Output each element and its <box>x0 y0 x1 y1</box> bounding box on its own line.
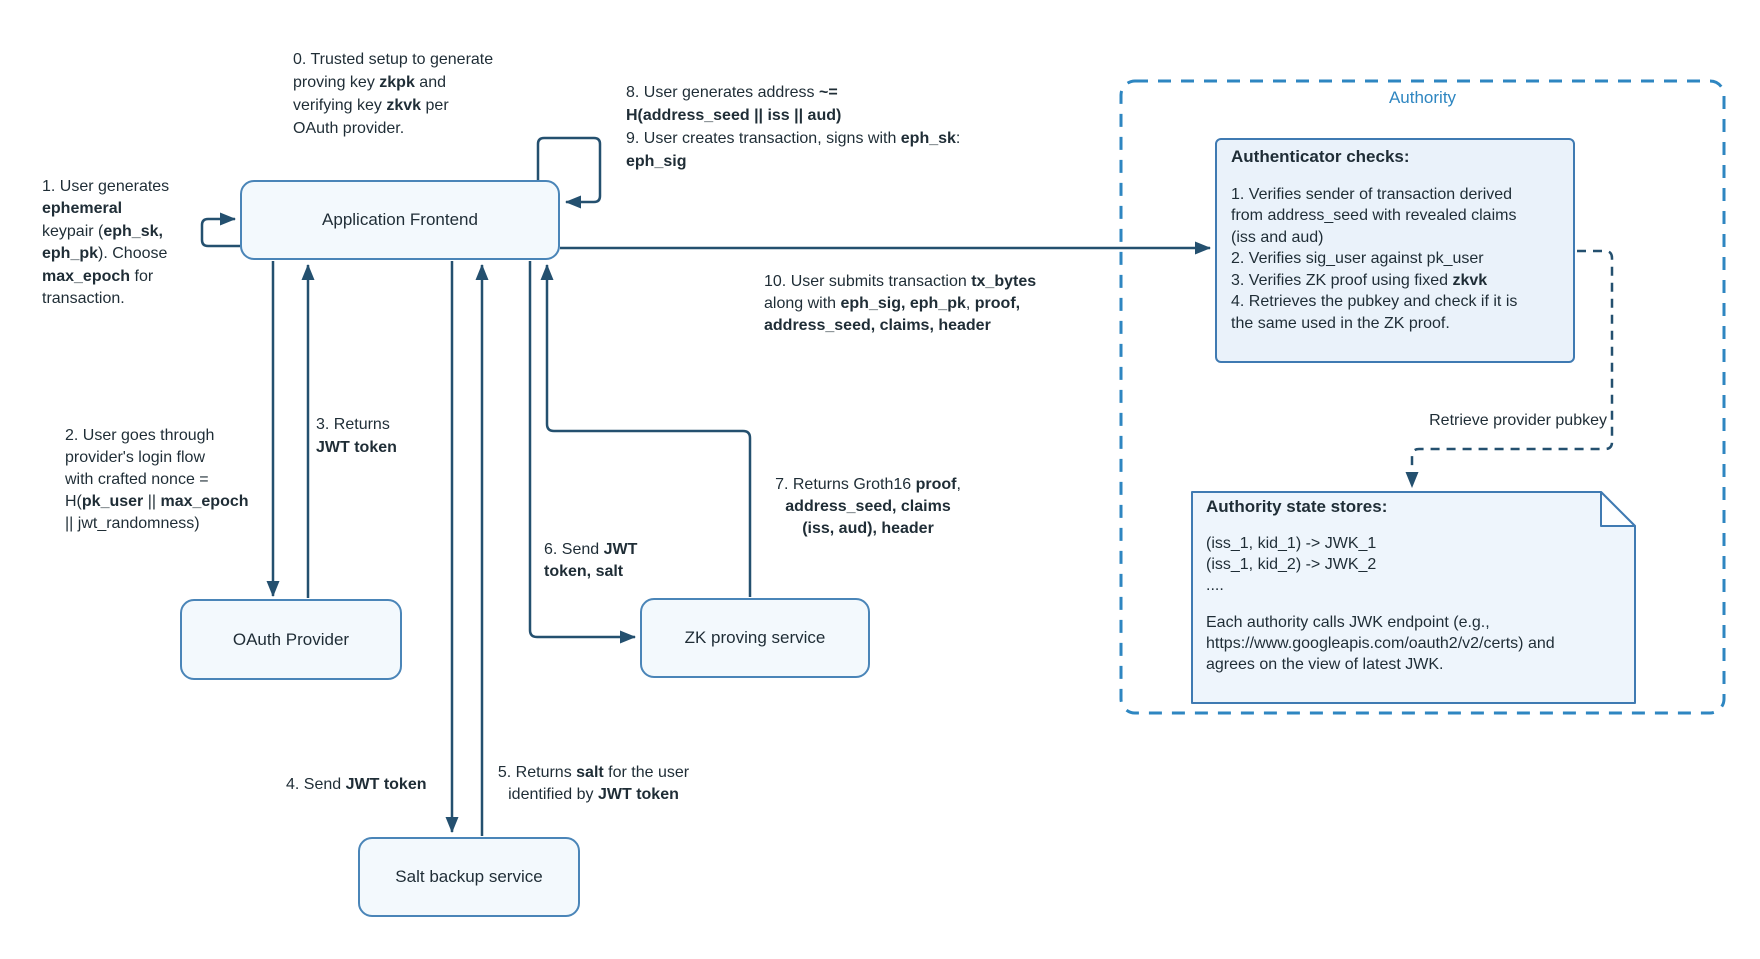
annotation-step2: 2. User goes through provider's login flow with crafted nonce = H(pk_user || max_epoch || jwt_randomness) <box>65 427 249 532</box>
authenticator-checks-body: 1. Verifies sender of transaction derived from address_seed with revealed claims (iss and aud) 2. Verifies sig_user against pk_user 3. Verifies ZK proof using fixed zkvk 4. Retrieves the pubkey and check if it is the same used in the ZK proof. <box>1231 185 1518 332</box>
oauth-provider-label: OAuth Provider <box>232 629 350 649</box>
annotation-step6: 6. Send JWT token, salt <box>544 541 638 580</box>
authority-state-stores-body: (iss_1, kid_1) -> JWK_1 (iss_1, kid_2) -> JWK_2 .... Each authority calls JWK endpoint (e.g., https://www.googleapis.com/oauth2/v2/certs) and agrees on the view of latest JWK. <box>1206 535 1555 673</box>
annotation-step3: 3. Returns JWT token <box>316 416 397 456</box>
annotation-step1: 1. User generates ephemeral keypair (eph_sk, eph_pk). Choose max_epoch for transaction. <box>42 178 170 308</box>
node-oauth-provider <box>180 599 402 680</box>
annotation-step0: 0. Trusted setup to generate proving key zkpk and verifying key zkvk per OAuth provider. <box>293 51 494 137</box>
node-application-frontend <box>240 180 560 260</box>
zk-proving-service-label: ZK proving service <box>684 628 826 647</box>
authority-title: Authority <box>1388 88 1457 107</box>
annotation-step5: 5. Returns salt for the user identified by JWT token <box>497 764 690 803</box>
authority-state-stores-panel <box>1192 492 1635 703</box>
annotation-step10: 10. User submits transaction tx_bytes along with eph_sig, eph_pk, proof, address_seed, claims, header <box>764 273 1037 334</box>
authenticator-checks-panel <box>1215 138 1575 363</box>
node-salt-backup-service <box>358 837 580 917</box>
authority-state-stores-title: Authority state stores: <box>1206 497 1388 516</box>
node-zk-proving-service <box>640 598 870 678</box>
salt-backup-service-label: Salt backup service <box>395 867 543 886</box>
annotation-step4: 4. Send JWT token <box>286 776 427 793</box>
application-frontend-label: Application Frontend <box>322 210 478 229</box>
edge-self-loop-keypair <box>202 219 240 246</box>
annotation-step7: 7. Returns Groth16 proof, address_seed, claims (iss, aud), header <box>775 476 961 537</box>
annotation-step8-9: 8. User generates address ~= H(address_seed || iss || aud) 9. User creates transaction, signs with eph_sk: eph_sig <box>626 84 961 170</box>
authenticator-checks-title: Authenticator checks: <box>1231 147 1410 166</box>
retrieve-pubkey-label: Retrieve provider pubkey <box>1429 412 1607 429</box>
